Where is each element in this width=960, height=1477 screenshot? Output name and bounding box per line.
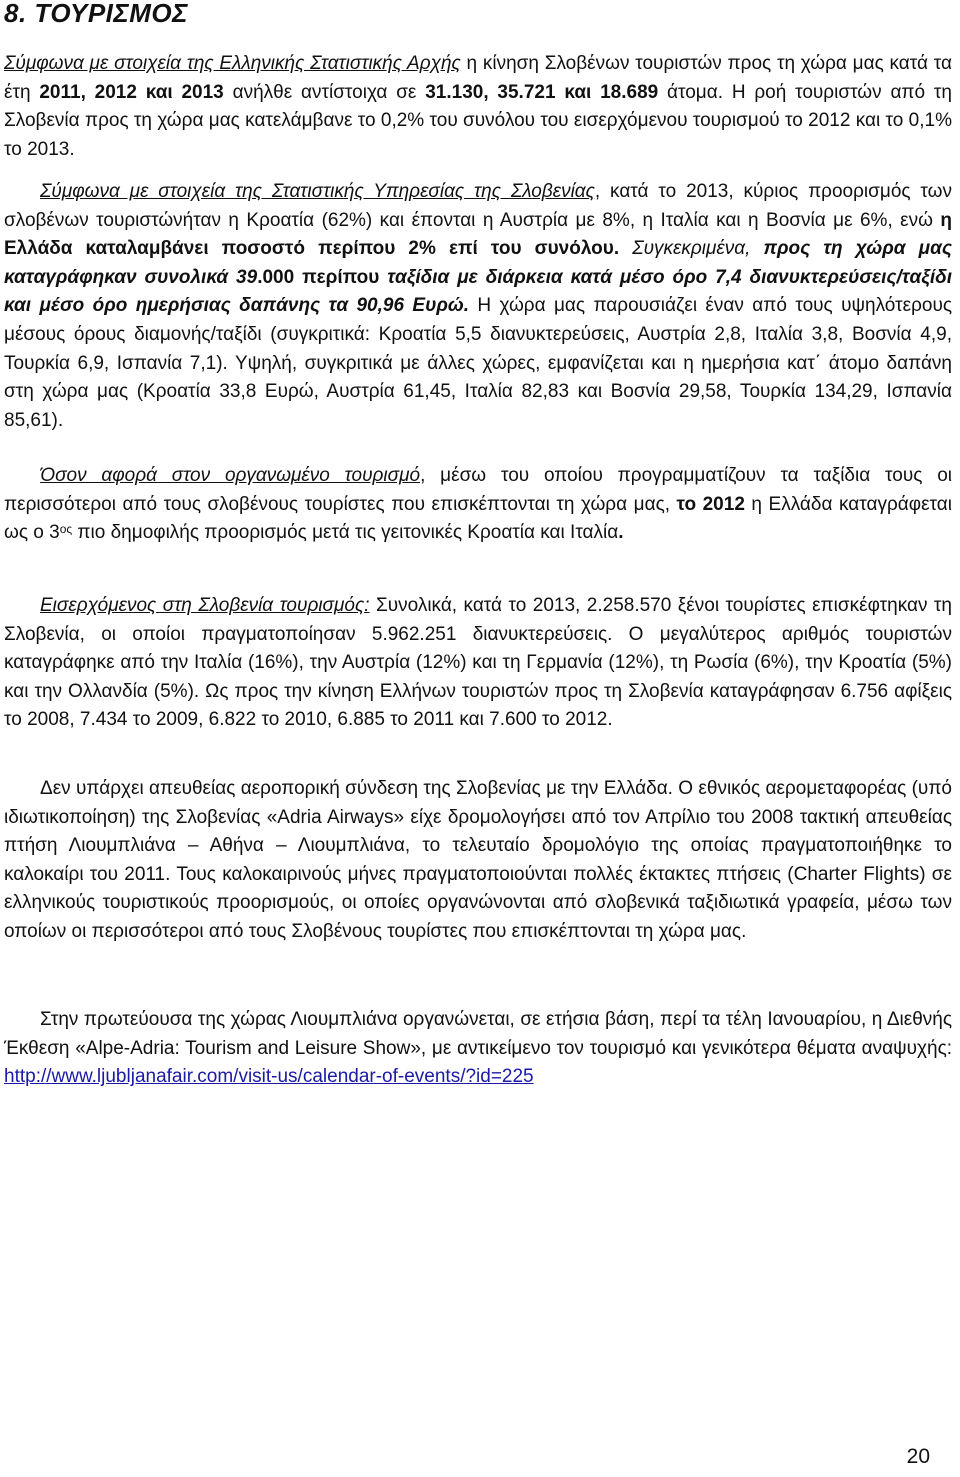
paragraph-greek-statistics: Σύμφωνα με στοιχεία της Ελληνικής Στατιστικής Αρχής η κίνηση Σλοβένων τουριστών προς τη χώρα μας κατά τα έτη 2011, 2012 και 2013 ανήλθε αντίστοιχα σε 31.130, 35.721 και 18.689 άτομα. Η ροή τουριστών από τη Σλοβενία προς τη χώρα μας κατελάμβανε το 0,2% του συνόλου του εισερχόμενου τουρισμού το 2012 και το 0,1% το 2013. (4, 53, 953, 160)
section-heading: 8. ΤΟΥΡΙΣΜΟΣ (4, 0, 188, 28)
page-number: 20 (906, 1445, 930, 1468)
section-label: Εισερχόμενος στη Σλοβενία τουρισμός: (40, 595, 370, 616)
paragraph-slovenian-statistics: Σύμφωνα με στοιχεία της Στατιστικής Υπηρεσίας της Σλοβενίας, κατά το 2013, κύριος προορισμός των σλοβένων τουριστώνήταν η Κροατία (62%) και έπονται η Αυστρία με 8%, η Ιταλία και η Βοσνία με 6%, ενώ η Ελλάδα καταλαμβάνει ποσοστό περίπου 2% επί του συνόλου. Συγκεκριμένα, προς τη χώρα μας καταγράφηκαν συνολικά 39.000 περίπου ταξίδια με διάρκεια κατά μέσο όρο 7,4 διανυκτερεύσεις/ταξίδι και μέσο όρο ημερήσιας δαπάνης τα 90,96 Ευρώ. Η χώρα μας παρουσιάζει έναν από τους υψηλότερους μέσους όρους διαμονής/ταξίδι (συγκριτικά: Κροατία 5,5 διανυκτερεύσεις, Αυστρία 2,8, Ιταλία 3,8, Βοσνία 4,9, Τουρκία 6,9, Ισπανία 7,1). Υψηλή, συγκριτικά με άλλες χώρες, εμφανίζεται και η ημερήσια κατ΄ άτομο δαπάνη στη χώρα μας (Κροατία 33,8 Ευρώ, Αυστρία 61,45, Ιταλία 82,83 και Βοσνία 29,58, Τουρκία 134,29, Ισπανία 85,61). (4, 181, 952, 431)
paragraph-organized-tourism: Όσον αφορά στον οργανωμένο τουρισμό, μέσω του οποίου προγραμματίζουν τα ταξίδια τους οι περισσότεροι από τους σλοβένους τουρίστες που επισκέπτονται τη χώρα μας, το 2012 η Ελλάδα καταγράφεται ως ο $3^{o\varsigma}$ πιο δημοφιλής προορισμός μετά τις γειτονικές Κροατία και Ιταλία. (4, 465, 952, 544)
fair-website-link[interactable]: http://www.ljubljanafair.com/visit-us/calendar-of-events/?id=225 (4, 1066, 534, 1088)
source-reference: Σύμφωνα με στοιχεία της Ελληνικής Στατιστικής Αρχής (4, 53, 461, 74)
paragraph-tourism-fair: Στην πρωτεύουσα της χώρας Λιουμπλιάνα οργανώνεται, σε ετήσια βάση, περί τα τέλη Ιανουαρίου, η Διεθνής Έκθεση «Alpe-Adria: Tourism and Leisure Show», με αντικείμενο τον τουρισμό και γενικότερα θέματα αναψυχής: http://www.ljubljanafair.com/visit-us/calendar-of-events/?id=225 (4, 1009, 952, 1088)
paragraph-air-connection: Δεν υπάρχει απευθείας αεροπορική σύνδεση της Σλοβενίας με την Ελλάδα. Ο εθνικός αερομεταφορέας (υπό ιδιωτικοποίηση) της Σλοβενίας «Adria Airways» είχε δρομολογήσει από τον Απρίλιο του 2008 τακτική απευθείας πτήση Λιουμπλιάνα – Αθήνα – Λιουμπλιάνα, το τελευταίο δρομολόγιο της οποίας πραγματοποιήθηκε το καλοκαίρι του 2011. Τους καλοκαιρινούς μήνες πραγματοποιούνται πολλές έκτακτες πτήσεις (Charter Flights) σε ελληνικούς τουριστικούς προορισμούς, οι οποίες οργανώνονται από σλοβενικά ταξιδιωτικά γραφεία, μέσω των οποίων οι περισσότεροι από τους Σλοβένους τουρίστες που επισκέπτονται τη χώρα μας. (4, 778, 952, 942)
paragraph-inbound-tourism: Εισερχόμενος στη Σλοβενία τουρισμός: Συνολικά, κατά το 2013, 2.258.570 ξένοι τουρίστες επισκέφτηκαν τη Σλοβενία, οι οποίοι πραγματοποίησαν 5.962.251 διανυκτερεύσεις. Ο μεγαλύτερος αριθμός τουριστών καταγράφηκε από την Ιταλία (16%), την Αυστρία (12%) και τη Γερμανία (12%), τη Ρωσία (6%), την Κροατία (5%) και την Ολλανδία (5%). Ως προς την κίνηση Ελλήνων τουριστών προς τη Σλοβενία καταγράφησαν 6.756 αφίξεις το 2008, 7.434 το 2009, 6.822 το 2010, 6.885 το 2011 και 7.600 το 2012. (4, 595, 952, 731)
source-reference: Σύμφωνα με στοιχεία της Στατιστικής Υπηρεσίας της Σλοβενίας (40, 181, 595, 202)
section-label: Όσον αφορά στον οργανωμένο τουρισμό (40, 465, 421, 486)
